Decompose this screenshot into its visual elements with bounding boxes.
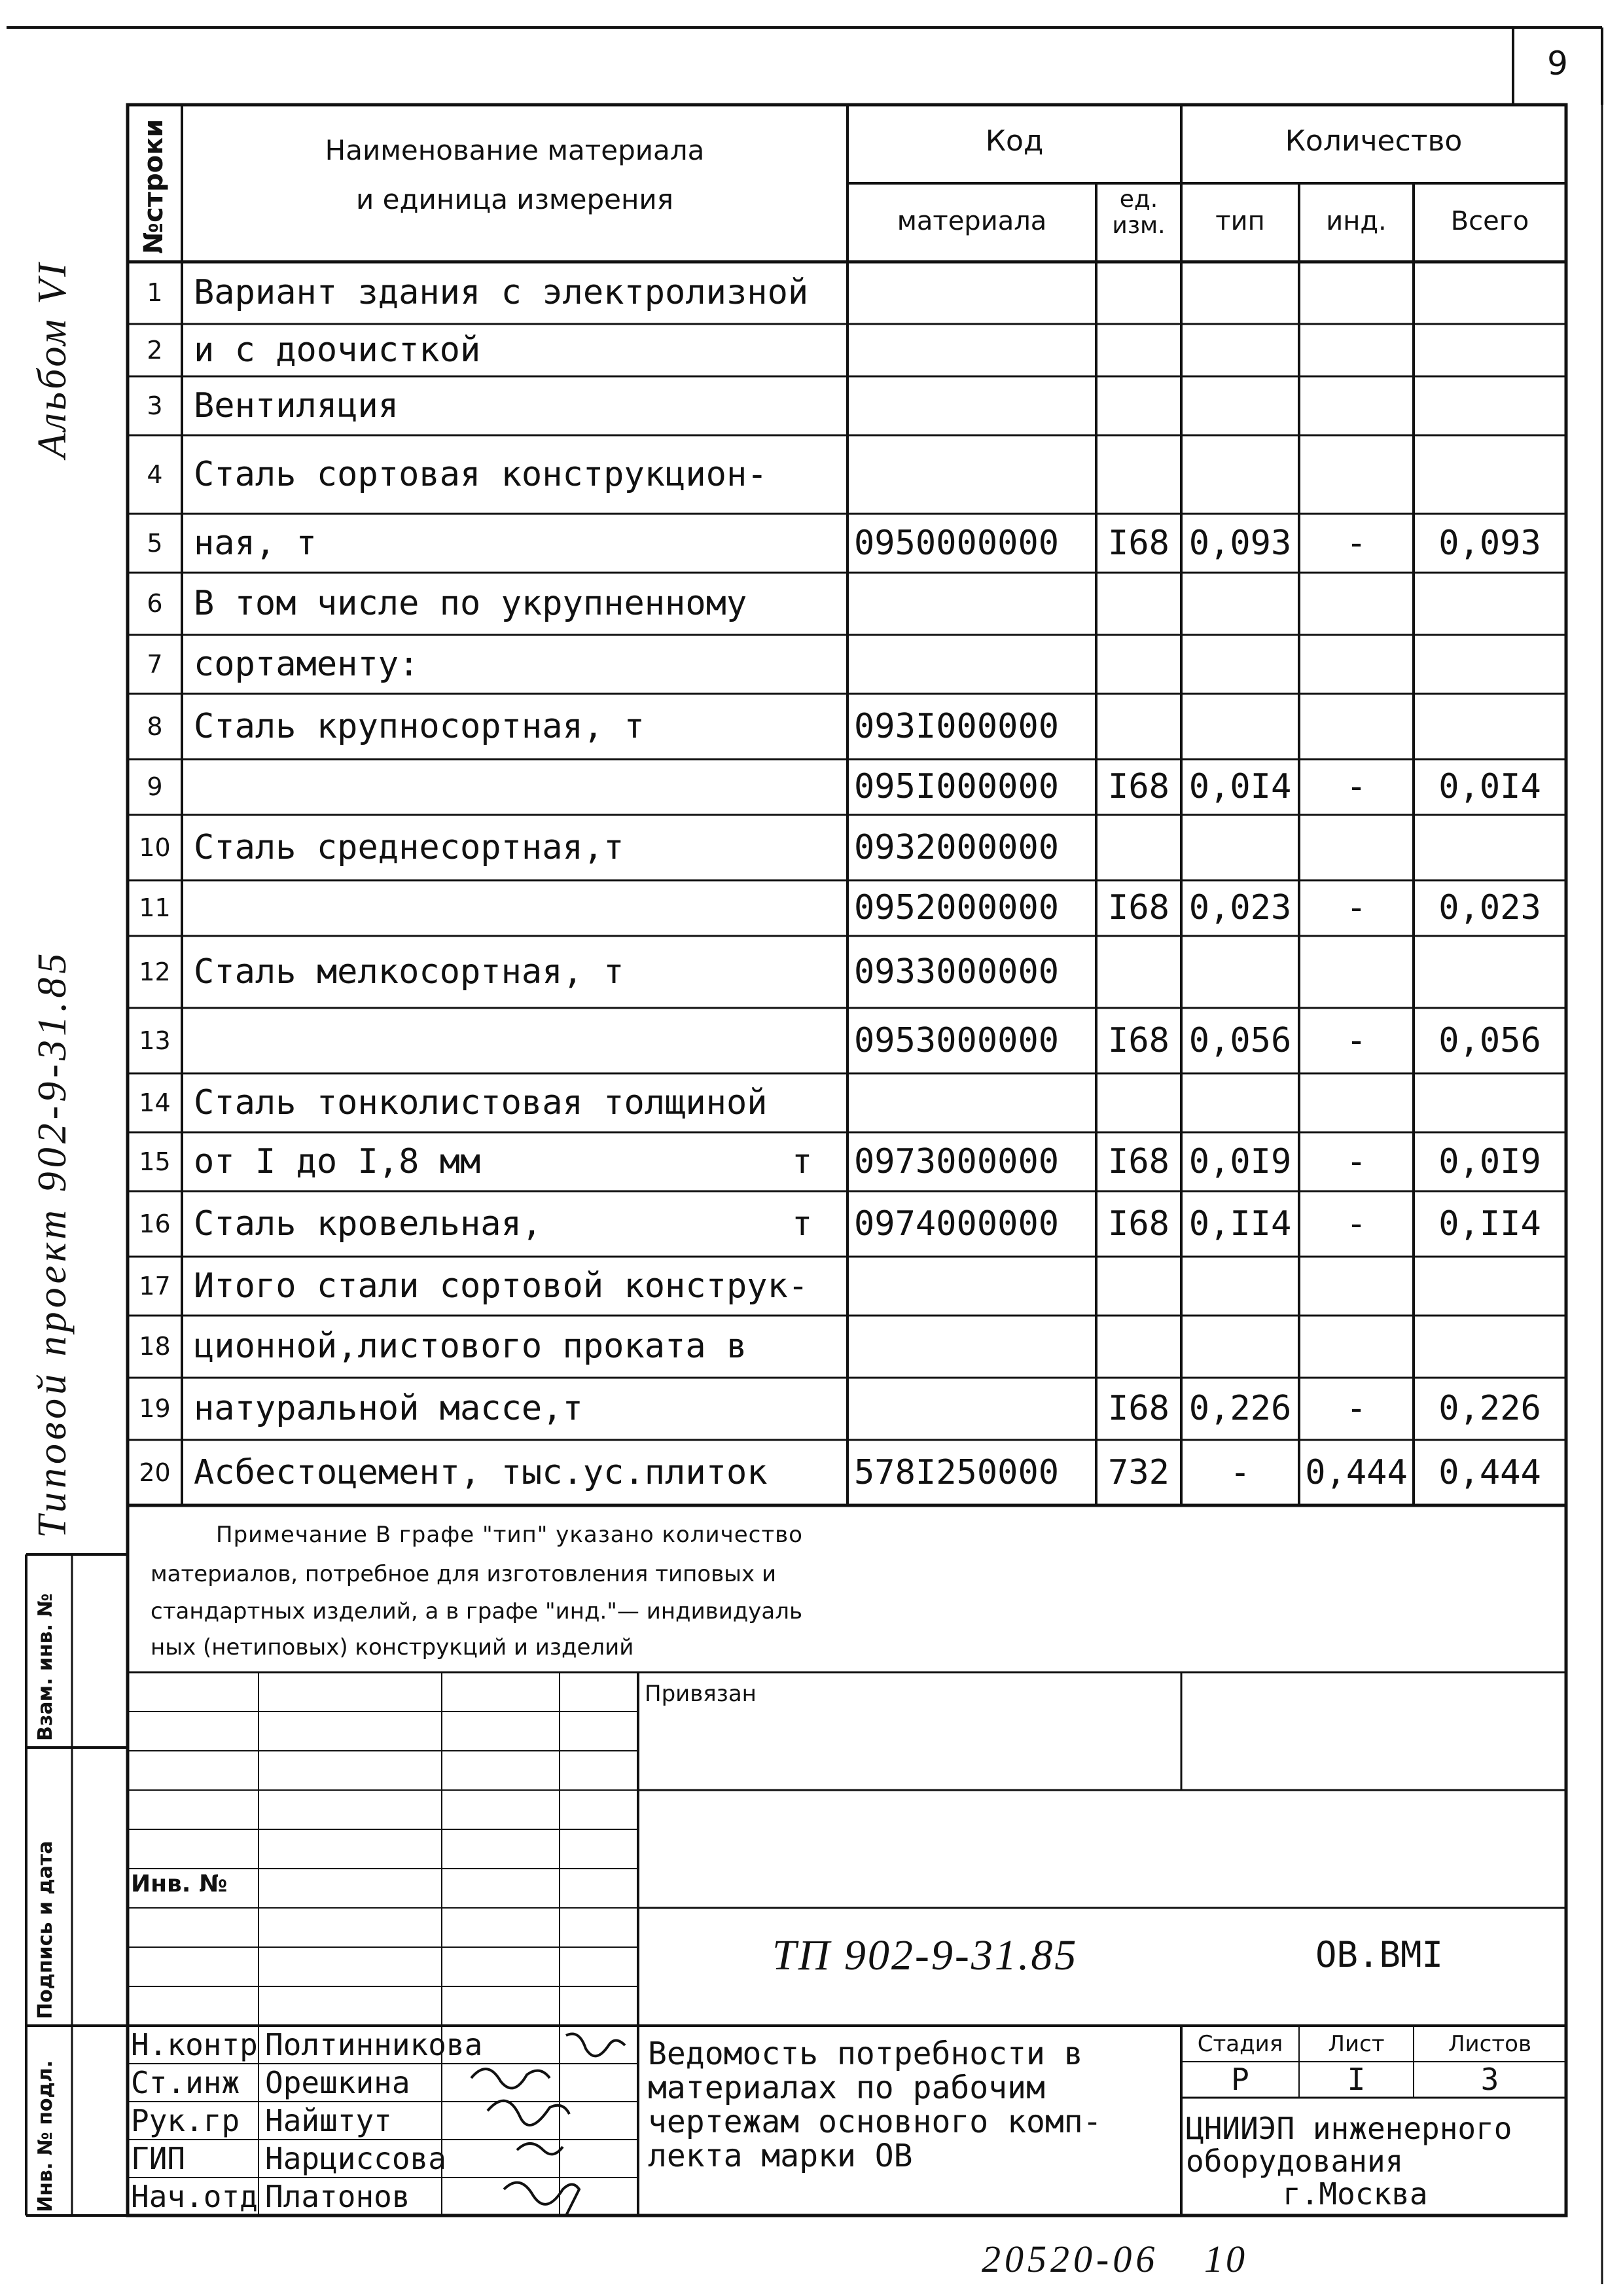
row-8-n: 8	[147, 712, 163, 741]
row-13-n: 13	[139, 1026, 171, 1055]
row-8-name: Сталь крупносортная, т	[194, 707, 645, 746]
row-9-code: 095I000000	[854, 767, 1060, 806]
row-2-total	[1414, 324, 1566, 376]
stamp-label-signature-date: Подпись и дата	[34, 1840, 57, 2019]
doc-title-line-2: материалах по рабочим	[648, 2070, 1045, 2106]
note-line-4: ных (нетиповых) конструкций и изделий	[151, 1634, 634, 1660]
org-line-1: ЦНИИЭП инженерного	[1186, 2111, 1512, 2146]
row-16-code: 0974000000	[854, 1204, 1060, 1244]
archive-number: 20520-06	[982, 2238, 1159, 2280]
row-11-ind: -	[1346, 888, 1367, 927]
row-1-total	[1414, 262, 1566, 324]
row-9-unit: I68	[1108, 767, 1169, 806]
header-code-unit: ед. изм.	[1112, 186, 1166, 239]
signer-4-role: ГИП	[131, 2141, 186, 2176]
row-18-type	[1181, 1316, 1299, 1378]
row-3-total	[1414, 376, 1566, 435]
signer-5-name: Платонов	[265, 2179, 410, 2214]
row-17-total	[1414, 1257, 1566, 1316]
row-11-n: 11	[139, 893, 171, 922]
row-9-type: 0,0I4	[1188, 767, 1292, 806]
stage-value: Р	[1231, 2062, 1249, 2097]
row-14-type	[1181, 1073, 1299, 1132]
row-18-code	[854, 1316, 1096, 1378]
row-20-unit: 732	[1108, 1453, 1169, 1492]
row-2-type	[1181, 324, 1299, 376]
row-4-type	[1181, 435, 1299, 514]
row-16-ind: -	[1346, 1204, 1367, 1244]
row-15-type: 0,0I9	[1188, 1142, 1292, 1181]
header-qty-total: Всего	[1450, 206, 1529, 236]
row-18-name: ционной,листового проката в	[194, 1327, 747, 1366]
header-name-line1: Наименование материала	[325, 134, 705, 166]
row-2-n: 2	[147, 336, 163, 365]
document-code: ТП 902-9-31.85	[772, 1931, 1079, 1979]
row-13-unit: I68	[1108, 1021, 1169, 1060]
row-7-n: 7	[147, 650, 163, 679]
note-line-3: стандартных изделий, а в графе "инд."— индивидуаль	[151, 1598, 803, 1624]
row-15-n: 15	[139, 1147, 171, 1176]
note-line-1: Примечание В графе "тип" указано количество	[216, 1522, 803, 1548]
row-7-name: сортаменту:	[194, 645, 419, 684]
footer-page: 10	[1204, 2238, 1247, 2280]
row-13-code: 0953000000	[854, 1021, 1060, 1060]
row-11-code: 0952000000	[854, 888, 1060, 927]
row-3-type	[1181, 376, 1299, 435]
row-18-ind	[1299, 1316, 1414, 1378]
row-10-code: 0932000000	[854, 828, 1060, 867]
note-line-2: материалов, потребное для изготовления типовых и	[151, 1561, 777, 1587]
row-5-n: 5	[147, 529, 163, 558]
row-5-ind: -	[1346, 524, 1367, 563]
row-15-unit: I68	[1108, 1142, 1169, 1181]
row-2-unit	[1096, 324, 1181, 376]
row-6-unit	[1096, 573, 1181, 635]
signer-5-role: Нач.отд	[131, 2179, 258, 2214]
sheet-label: Лист	[1328, 2031, 1385, 2057]
row-4-code	[854, 435, 1096, 514]
row-7-ind	[1299, 635, 1414, 694]
row-12-unit	[1096, 936, 1181, 1008]
row-14-n: 14	[139, 1088, 171, 1117]
stage-label: Стадия	[1197, 2031, 1283, 2057]
row-13-name	[194, 1008, 835, 1073]
row-3-code	[854, 376, 1096, 435]
doc-title-line-4: лекта марки ОВ	[648, 2138, 913, 2174]
row-6-total	[1414, 573, 1566, 635]
row-5-type: 0,093	[1188, 524, 1292, 563]
row-20-name: Асбестоцемент, тыс.ус.плиток	[194, 1453, 768, 1492]
row-19-type: 0,226	[1188, 1389, 1292, 1428]
row-8-unit	[1096, 694, 1181, 759]
row-7-type	[1181, 635, 1299, 694]
row-9-total: 0,0I4	[1438, 767, 1541, 806]
row-15-code: 0973000000	[854, 1142, 1060, 1181]
row-4-name: Сталь сортовая конструкцион-	[194, 455, 768, 494]
row-4-ind	[1299, 435, 1414, 514]
sheets-label: Листов	[1448, 2031, 1531, 2057]
row-8-type	[1181, 694, 1299, 759]
row-7-unit	[1096, 635, 1181, 694]
row-12-code: 0933000000	[854, 952, 1060, 992]
row-12-n: 12	[139, 958, 171, 986]
row-6-name: В том числе по укрупненному	[194, 584, 747, 623]
doc-title-line-3: чертежам основного комп-	[648, 2104, 1102, 2140]
row-12-ind	[1299, 936, 1414, 1008]
row-19-name: натуральной массе,т	[194, 1389, 583, 1428]
row-20-n: 20	[139, 1458, 171, 1487]
row-17-n: 17	[139, 1272, 171, 1300]
row-11-type: 0,023	[1188, 888, 1292, 927]
row-2-name: и с доочисткой	[194, 331, 481, 370]
page-number: 9	[1547, 45, 1568, 82]
row-10-name: Сталь среднесортная,т	[194, 828, 624, 867]
row-15-ind: -	[1346, 1142, 1367, 1181]
row-19-n: 19	[139, 1394, 171, 1423]
row-17-code	[854, 1257, 1096, 1316]
row-20-type: -	[1230, 1453, 1251, 1492]
row-12-total	[1414, 936, 1566, 1008]
privyazan-label: Привязан	[645, 1681, 757, 1707]
row-2-ind	[1299, 324, 1414, 376]
row-16-unit: I68	[1108, 1204, 1169, 1244]
row-16-name: Сталь кровельная,	[194, 1204, 543, 1244]
row-4-n: 4	[147, 460, 163, 489]
row-19-ind: -	[1346, 1389, 1367, 1428]
row-14-total	[1414, 1073, 1566, 1132]
signer-3-role: Рук.гр	[131, 2103, 240, 2138]
row-7-total	[1414, 635, 1566, 694]
signer-2-name: Орешкина	[265, 2065, 410, 2100]
row-17-type	[1181, 1257, 1299, 1316]
header-quantity: Количество	[1285, 124, 1463, 158]
signer-4-name: Нарциссова	[265, 2141, 446, 2176]
row-16-name-unit: т	[792, 1204, 813, 1244]
row-19-unit: I68	[1108, 1389, 1169, 1428]
row-10-n: 10	[139, 833, 171, 862]
row-9-ind: -	[1346, 767, 1367, 806]
row-6-type	[1181, 573, 1299, 635]
album-label: Альбом VI	[30, 260, 75, 458]
row-4-unit	[1096, 435, 1181, 514]
row-7-code	[854, 635, 1096, 694]
row-3-ind	[1299, 376, 1414, 435]
row-15-name: от I до I,8 мм	[194, 1142, 481, 1181]
row-11-total: 0,023	[1438, 888, 1541, 927]
row-12-name: Сталь мелкосортная, т	[194, 952, 624, 992]
row-16-total: 0,II4	[1438, 1204, 1541, 1244]
row-1-ind	[1299, 262, 1414, 324]
signer-3-name: Найштут	[265, 2103, 392, 2138]
row-1-type	[1181, 262, 1299, 324]
project-label: Типовой проект 902-9-31.85	[30, 949, 75, 1538]
row-9-n: 9	[147, 772, 163, 801]
row-16-n: 16	[139, 1210, 171, 1238]
row-15-name-unit: т	[792, 1142, 813, 1181]
row-13-total: 0,056	[1438, 1021, 1541, 1060]
row-10-type	[1181, 815, 1299, 880]
row-2-code	[854, 324, 1096, 376]
row-5-total: 0,093	[1438, 524, 1541, 563]
row-6-code	[854, 573, 1096, 635]
row-1-unit	[1096, 262, 1181, 324]
inv-no-label: Инв. №	[131, 1871, 228, 1897]
sheet-value: I	[1347, 2062, 1366, 2097]
row-11-name	[194, 880, 835, 936]
header-code: Код	[985, 124, 1044, 158]
row-14-unit	[1096, 1073, 1181, 1132]
row-12-type	[1181, 936, 1299, 1008]
row-16-type: 0,II4	[1188, 1204, 1292, 1244]
header-row-number: №строки	[139, 118, 169, 254]
row-8-total	[1414, 694, 1566, 759]
org-line-2: оборудования	[1186, 2144, 1404, 2179]
stamp-label-replaced-inv: Взам. инв. №	[34, 1593, 57, 1741]
row-17-ind	[1299, 1257, 1414, 1316]
row-18-n: 18	[139, 1332, 171, 1361]
row-6-ind	[1299, 573, 1414, 635]
header-code-material: материала	[897, 206, 1047, 236]
row-3-unit	[1096, 376, 1181, 435]
row-9-name	[194, 759, 835, 815]
header-name-line2: и единица измерения	[356, 183, 673, 215]
row-19-code	[854, 1378, 1096, 1440]
doc-title-line-1: Ведомость потребности в	[648, 2036, 1083, 2072]
row-5-unit: I68	[1108, 524, 1169, 563]
row-6-n: 6	[147, 589, 163, 618]
row-15-total: 0,0I9	[1438, 1142, 1541, 1181]
row-13-ind: -	[1346, 1021, 1367, 1060]
row-3-n: 3	[147, 391, 163, 420]
row-1-code	[854, 262, 1096, 324]
row-20-ind: 0,444	[1305, 1453, 1408, 1492]
row-8-code: 093I000000	[854, 707, 1060, 746]
signer-1-name: Полтинникова	[265, 2027, 483, 2062]
row-11-unit: I68	[1108, 888, 1169, 927]
row-4-total	[1414, 435, 1566, 514]
row-20-code: 578I250000	[854, 1453, 1060, 1492]
row-8-ind	[1299, 694, 1414, 759]
row-20-total: 0,444	[1438, 1453, 1541, 1492]
row-1-name: Вариант здания с электролизной	[194, 273, 809, 312]
row-10-ind	[1299, 815, 1414, 880]
org-line-3: г.Москва	[1283, 2176, 1428, 2212]
row-1-n: 1	[147, 278, 163, 307]
row-19-total: 0,226	[1438, 1389, 1541, 1428]
row-13-type: 0,056	[1188, 1021, 1292, 1060]
row-17-unit	[1096, 1257, 1181, 1316]
row-14-code	[854, 1073, 1096, 1132]
signatures	[471, 2034, 625, 2216]
row-10-total	[1414, 815, 1566, 880]
header-qty-type: тип	[1215, 206, 1265, 236]
row-10-unit	[1096, 815, 1181, 880]
signer-2-role: Ст.инж	[131, 2065, 240, 2100]
row-18-total	[1414, 1316, 1566, 1378]
row-3-name: Вентиляция	[194, 386, 399, 425]
row-17-name: Итого стали сортовой конструк-	[194, 1266, 809, 1306]
row-14-name: Сталь тонколистовая толщиной	[194, 1083, 768, 1122]
document-mark: ОВ.ВМI	[1315, 1934, 1444, 1975]
sheets-value: 3	[1480, 2062, 1499, 2097]
row-18-unit	[1096, 1316, 1181, 1378]
row-14-ind	[1299, 1073, 1414, 1132]
header-qty-ind: инд.	[1326, 206, 1387, 236]
row-5-name: ная, т	[194, 524, 317, 563]
signer-1-role: Н.контр	[131, 2027, 258, 2062]
row-5-code: 0950000000	[854, 524, 1060, 563]
stamp-label-original-inv: Инв. № подл.	[34, 2060, 57, 2212]
